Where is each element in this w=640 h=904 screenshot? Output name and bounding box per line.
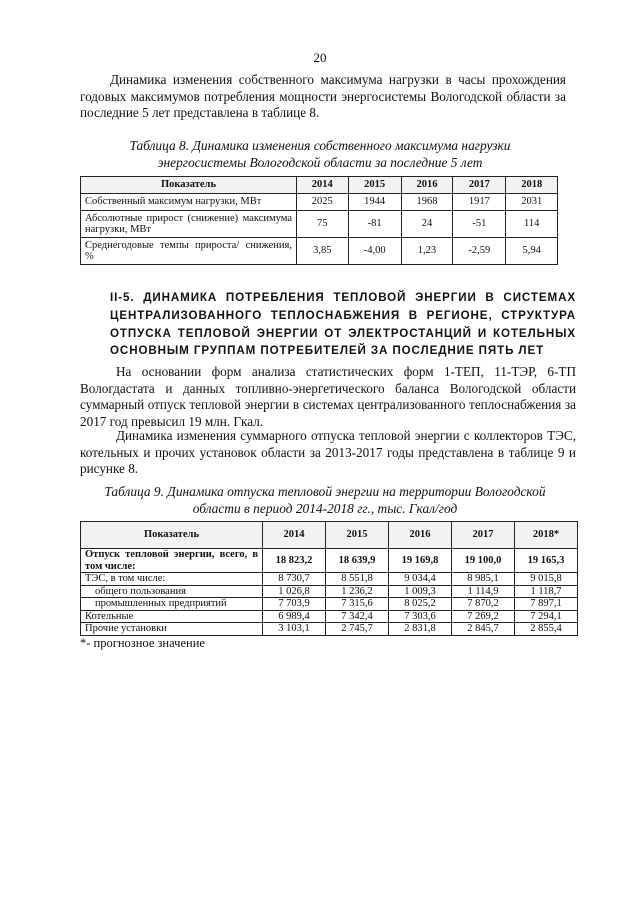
- table-cell: 18 639,9: [326, 549, 389, 573]
- table-cell: 1 118,7: [515, 585, 578, 598]
- table8-row-label: Собственный максимум нагрузки, МВт: [81, 194, 297, 211]
- table8-header-cell: Показатель: [81, 177, 297, 194]
- table-cell: 7 870,2: [452, 598, 515, 611]
- table-cell: 1968: [401, 194, 453, 211]
- table-row: [81, 573, 578, 586]
- table-cell: 7 294,1: [515, 610, 578, 623]
- table9-header-cell: 2015: [326, 522, 389, 549]
- table-cell: 1 009,3: [389, 585, 452, 598]
- table-cell: 1 026,8: [263, 585, 326, 598]
- table-row: [81, 211, 558, 238]
- table8-header-row: [81, 177, 558, 194]
- table-cell: 7 342,4: [326, 610, 389, 623]
- section-heading: II-5. ДИНАМИКА ПОТРЕБЛЕНИЯ ТЕПЛОВОЙ ЭНЕРГИИ В СИСТЕМАХ ЦЕНТРАЛИЗОВАННОГО ТЕПЛОСНАБЖЕНИЯ В РЕГИОНЕ, СТРУКТУРА ОТПУСКА ТЕПЛОВОЙ ЭНЕРГИИ ОТ ЭЛЕКТРОСТАНЦИЙ И КОТЕЛЬНЫХ ОСНОВНЫМ ГРУППАМ ПОТРЕБИТЕЛЕЙ ЗА ПОСЛЕДНИЕ ПЯТЬ ЛЕТ: [110, 291, 576, 358]
- table9-row-label: общего пользования: [81, 585, 263, 598]
- table-cell: 8 730,7: [263, 573, 326, 586]
- table-row: [81, 194, 558, 211]
- table8: [80, 176, 558, 265]
- table-cell: 2 831,8: [389, 623, 452, 636]
- table-row: [81, 598, 578, 611]
- table9-row-label: Котельные: [81, 610, 263, 623]
- table-cell: 1 114,9: [452, 585, 515, 598]
- table8-caption: Таблица 8. Динамика изменения собственного максимума нагрузки энергосистемы Вологодской области за последние 5 лет: [129, 138, 511, 170]
- table9-header-cell: 2014: [263, 522, 326, 549]
- table-cell: 24: [401, 211, 453, 238]
- table-row: [81, 238, 558, 265]
- table-row: [81, 610, 578, 623]
- table9-caption: Таблица 9. Динамика отпуска тепловой энергии на территории Вологодской области в период 2014-2018 гг., тыс. Гкал/год: [104, 484, 546, 516]
- table-cell: 114: [506, 211, 558, 238]
- table-cell: -81: [348, 211, 401, 238]
- table-cell: 2031: [506, 194, 558, 211]
- table8-header-cell: 2016: [401, 177, 453, 194]
- table-cell: 9 015,8: [515, 573, 578, 586]
- table-cell: 19 100,0: [452, 549, 515, 573]
- table-cell: 1917: [453, 194, 506, 211]
- table8-header-cell: 2014: [297, 177, 349, 194]
- table-cell: -2,59: [453, 238, 506, 265]
- table9-row-label: Отпуск тепловой энергии, всего, в том числе:: [81, 549, 263, 573]
- footnote: *- прогнозное значение: [80, 636, 205, 650]
- table-cell: -4,00: [348, 238, 401, 265]
- table9: [80, 521, 578, 636]
- table-cell: 2025: [297, 194, 349, 211]
- table-row: [81, 585, 578, 598]
- table-cell: 19 169,8: [389, 549, 452, 573]
- table9-row-label: промышленных предприятий: [81, 598, 263, 611]
- table-cell: 19 165,3: [515, 549, 578, 573]
- table-cell: 3,85: [297, 238, 349, 265]
- table-cell: 8 025,2: [389, 598, 452, 611]
- table-cell: 1,23: [401, 238, 453, 265]
- table-cell: 2 845,7: [452, 623, 515, 636]
- table9-header-row: [81, 522, 578, 549]
- table-cell: 7 303,6: [389, 610, 452, 623]
- table9-row-label: Прочие установки: [81, 623, 263, 636]
- paragraph-1: На основании форм анализа статистических форм 1-ТЕП, 11-ТЭР, 6-ТП Вологдастата и данных топливно-энергетического баланса Вологодской области суммарный отпуск тепловой энергии в системах централизованного теплоснабжения за 2017 год превысил 19 млн. Гкал.: [80, 364, 576, 429]
- table-cell: 5,94: [506, 238, 558, 265]
- paragraph-2: Динамика изменения суммарного отпуска тепловой энергии с коллекторов ТЭС, котельных и прочих установок области за 2013-2017 годы представлена в таблице 9 и рисунке 8.: [80, 428, 576, 476]
- table-cell: 7 703,9: [263, 598, 326, 611]
- table9-header-cell: 2018*: [515, 522, 578, 549]
- table-cell: 6 989,4: [263, 610, 326, 623]
- table8-header-cell: 2018: [506, 177, 558, 194]
- table9-header-cell: Показатель: [81, 522, 263, 549]
- intro-paragraph: Динамика изменения собственного максимума нагрузки в часы прохождения годовых максимумов потребления мощности энергосистемы Вологодской области за последние 5 лет представлена в таблице 8.: [80, 72, 566, 120]
- table-row: [81, 623, 578, 636]
- table9-row-label: ТЭС, в том числе:: [81, 573, 263, 586]
- table-cell: 8 551,8: [326, 573, 389, 586]
- table-cell: 2 745,7: [326, 623, 389, 636]
- page-number: 20: [313, 50, 327, 65]
- table8-header-cell: 2017: [453, 177, 506, 194]
- table-cell: 3 103,1: [263, 623, 326, 636]
- table-cell: 75: [297, 211, 349, 238]
- table8-row-label: Абсолютные прирост (снижение) максимума нагрузки, МВт: [81, 211, 297, 238]
- table-cell: 8 985,1: [452, 573, 515, 586]
- table-cell: -51: [453, 211, 506, 238]
- table-row: [81, 549, 578, 573]
- table-cell: 7 269,2: [452, 610, 515, 623]
- table-cell: 1944: [348, 194, 401, 211]
- table-cell: 9 034,4: [389, 573, 452, 586]
- table8-header-cell: 2015: [348, 177, 401, 194]
- table-cell: 7 897,1: [515, 598, 578, 611]
- table-cell: 2 855,4: [515, 623, 578, 636]
- table8-row-label: Среднегодовые темпы прироста/ снижения, %: [81, 238, 297, 265]
- table9-header-cell: 2017: [452, 522, 515, 549]
- table9-header-cell: 2016: [389, 522, 452, 549]
- table-cell: 7 315,6: [326, 598, 389, 611]
- table-cell: 18 823,2: [263, 549, 326, 573]
- table-cell: 1 236,2: [326, 585, 389, 598]
